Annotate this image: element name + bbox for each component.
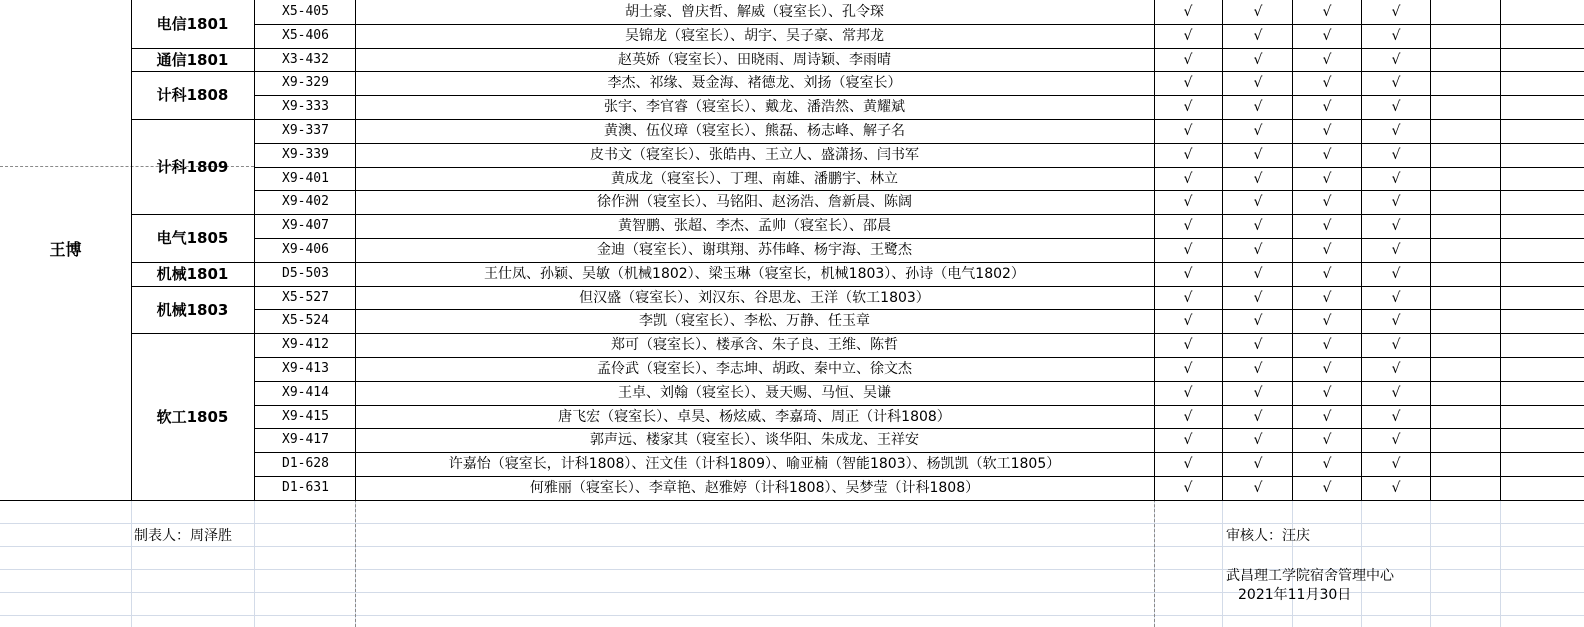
org-name[interactable]: 武昌理工学院宿舍管理中心 xyxy=(1226,568,1394,584)
check-mark-icon: √ xyxy=(1253,194,1263,210)
class-name[interactable]: 机械1803 xyxy=(156,300,229,319)
check-mark-icon: √ xyxy=(1322,361,1332,377)
room-members[interactable]: 郑可（寝室长）、楼承含、朱子良、王维、陈哲 xyxy=(611,337,898,353)
check-mark-icon: √ xyxy=(1391,194,1401,210)
check-mark-icon: √ xyxy=(1391,242,1401,258)
check-mark-icon: √ xyxy=(1183,289,1193,306)
class-name[interactable]: 电信1801 xyxy=(156,15,229,33)
room-members[interactable]: 金迪（寝室长）、谢琪翔、苏伟峰、杨宇海、王鹭杰 xyxy=(597,242,912,258)
room-number[interactable]: X9-414 xyxy=(282,385,329,400)
check-mark-icon: √ xyxy=(1391,289,1401,306)
room-number[interactable]: X5-406 xyxy=(282,28,329,43)
check-mark-icon: √ xyxy=(1253,408,1263,425)
gridline-horizontal xyxy=(0,615,1584,616)
room-number[interactable]: X9-401 xyxy=(282,170,329,186)
room-members[interactable]: 吴锦龙（寝室长）、胡宇、吴子豪、常邦龙 xyxy=(625,28,884,44)
check-mark-icon: √ xyxy=(1183,4,1193,20)
check-mark-icon: √ xyxy=(1183,123,1193,139)
class-name[interactable]: 电气1805 xyxy=(156,229,229,247)
check-mark-icon: √ xyxy=(1391,51,1401,68)
check-mark-icon: √ xyxy=(1391,408,1401,425)
check-mark-icon: √ xyxy=(1183,480,1193,496)
room-number[interactable]: X9-412 xyxy=(282,337,329,352)
check-mark-icon: √ xyxy=(1253,218,1263,234)
check-mark-icon: √ xyxy=(1322,170,1332,187)
check-mark-icon: √ xyxy=(1253,51,1263,68)
class-name[interactable]: 计科1809 xyxy=(156,157,229,176)
check-mark-icon: √ xyxy=(1183,456,1193,472)
check-mark-icon: √ xyxy=(1183,337,1193,353)
check-mark-icon: √ xyxy=(1253,361,1263,377)
check-mark-icon: √ xyxy=(1253,385,1263,401)
room-number[interactable]: X9-339 xyxy=(282,147,329,162)
check-mark-icon: √ xyxy=(1183,313,1193,329)
report-date[interactable]: 2021年11月30日 xyxy=(1238,587,1352,603)
room-members[interactable]: 许嘉怡（寝室长，计科1808）、汪文佳（计科1809）、喻亚楠（智能1803）、杨凯凯（软工1805） xyxy=(448,456,1061,472)
check-mark-icon: √ xyxy=(1322,385,1332,401)
check-mark-icon: √ xyxy=(1253,123,1263,139)
check-mark-icon: √ xyxy=(1322,432,1332,448)
check-mark-icon: √ xyxy=(1322,289,1332,306)
room-members[interactable]: 王卓、刘翰（寝室长）、聂天赐、马恒、吴谦 xyxy=(618,385,891,401)
check-mark-icon: √ xyxy=(1322,194,1332,210)
border-vertical xyxy=(1430,0,1431,500)
check-mark-icon: √ xyxy=(1183,218,1193,234)
check-mark-icon: √ xyxy=(1183,361,1193,377)
check-mark-icon: √ xyxy=(1183,432,1193,448)
border-vertical xyxy=(1500,0,1501,500)
room-number[interactable]: X9-413 xyxy=(282,361,329,376)
room-number[interactable]: X9-417 xyxy=(282,432,329,447)
check-mark-icon: √ xyxy=(1183,51,1193,68)
room-number[interactable]: X5-405 xyxy=(282,4,329,19)
room-members[interactable]: 黄智鹏、张超、李杰、孟帅（寝室长）、邵晨 xyxy=(618,218,891,234)
room-number[interactable]: X9-415 xyxy=(282,408,329,424)
check-mark-icon: √ xyxy=(1322,4,1332,20)
room-number[interactable]: D5-503 xyxy=(282,266,329,281)
check-mark-icon: √ xyxy=(1183,147,1193,163)
check-mark-icon: √ xyxy=(1322,242,1332,258)
room-members[interactable]: 张宇、李官睿（寝室长）、戴龙、潘浩然、黄耀斌 xyxy=(604,99,905,115)
room-members[interactable]: 黄成龙（寝室长）、丁理、南雄、潘鹏宇、林立 xyxy=(611,170,898,187)
room-members[interactable]: 何雅丽（寝室长）、李章艳、赵雅婷（计科1808）、吴梦莹（计科1808） xyxy=(529,480,980,496)
check-mark-icon: √ xyxy=(1253,99,1263,115)
check-mark-icon: √ xyxy=(1322,218,1332,234)
check-mark-icon: √ xyxy=(1183,194,1193,210)
check-mark-icon: √ xyxy=(1253,432,1263,448)
room-number[interactable]: X9-329 xyxy=(282,75,329,90)
check-mark-icon: √ xyxy=(1391,4,1401,20)
room-number[interactable]: X9-406 xyxy=(282,242,329,257)
check-mark-icon: √ xyxy=(1183,385,1193,401)
check-mark-icon: √ xyxy=(1391,361,1401,377)
room-number[interactable]: D1-631 xyxy=(282,480,329,495)
room-members[interactable]: 王仕凤、孙颖、吴敏（机械1802）、梁玉琳（寝室长，机械1803）、孙诗（电气1802） xyxy=(484,266,1025,282)
check-mark-icon: √ xyxy=(1322,266,1332,282)
check-mark-icon: √ xyxy=(1322,51,1332,68)
check-mark-icon: √ xyxy=(1253,75,1263,91)
check-mark-icon: √ xyxy=(1391,99,1401,115)
check-mark-icon: √ xyxy=(1391,385,1401,401)
room-members[interactable]: 皮书文（寝室长）、张皓冉、王立人、盛潇扬、闫书军 xyxy=(590,147,919,163)
check-mark-icon: √ xyxy=(1391,123,1401,139)
room-members[interactable]: 黄澳、伍仪璋（寝室长）、熊磊、杨志峰、解子名 xyxy=(604,123,905,139)
check-mark-icon: √ xyxy=(1391,337,1401,353)
check-mark-icon: √ xyxy=(1391,28,1401,44)
reviewer-label[interactable]: 审核人：汪庆 xyxy=(1226,528,1310,544)
room-members[interactable]: 郭声远、楼家其（寝室长）、谈华阳、朱成龙、王祥安 xyxy=(590,432,919,448)
room-members[interactable]: 唐飞宏（寝室长）、卓昊、杨炫威、李嘉琦、周正（计科1808） xyxy=(558,408,951,425)
border-table-bottom xyxy=(0,500,1584,501)
check-mark-icon: √ xyxy=(1253,289,1263,306)
maker-label[interactable]: 制表人：周泽胜 xyxy=(134,528,232,544)
check-mark-icon: √ xyxy=(1391,480,1401,496)
room-number[interactable]: X5-527 xyxy=(282,289,329,305)
border-vertical xyxy=(1292,0,1293,500)
check-mark-icon: √ xyxy=(1183,266,1193,282)
room-number[interactable]: D1-628 xyxy=(282,456,329,471)
check-mark-icon: √ xyxy=(1391,266,1401,282)
check-mark-icon: √ xyxy=(1253,28,1263,44)
check-mark-icon: √ xyxy=(1322,123,1332,139)
check-mark-icon: √ xyxy=(1322,313,1332,329)
check-mark-icon: √ xyxy=(1391,75,1401,91)
check-mark-icon: √ xyxy=(1322,337,1332,353)
check-mark-icon: √ xyxy=(1322,408,1332,425)
check-mark-icon: √ xyxy=(1322,75,1332,91)
class-name[interactable]: 软工1805 xyxy=(156,407,229,426)
check-mark-icon: √ xyxy=(1322,99,1332,115)
teacher-name[interactable]: 王博 xyxy=(49,240,82,259)
check-mark-icon: √ xyxy=(1322,456,1332,472)
room-number[interactable]: X9-333 xyxy=(282,99,329,114)
check-mark-icon: √ xyxy=(1391,218,1401,234)
check-mark-icon: √ xyxy=(1391,147,1401,163)
border-vertical xyxy=(1154,0,1155,500)
room-members[interactable]: 胡士豪、曾庆哲、解威（寝室长）、孔令琛 xyxy=(625,4,884,20)
check-mark-icon: √ xyxy=(1322,147,1332,163)
check-mark-icon: √ xyxy=(1183,408,1193,425)
room-number[interactable]: X9-337 xyxy=(282,123,329,138)
check-mark-icon: √ xyxy=(1391,313,1401,329)
check-mark-icon: √ xyxy=(1183,75,1193,91)
room-members[interactable]: 李杰、祁缘、聂金海、褚德龙、刘扬（寝室长） xyxy=(607,75,902,91)
check-mark-icon: √ xyxy=(1183,242,1193,258)
check-mark-icon: √ xyxy=(1391,456,1401,472)
room-number[interactable]: X5-524 xyxy=(282,313,329,328)
room-number[interactable]: X3-432 xyxy=(282,51,329,67)
check-mark-icon: √ xyxy=(1183,28,1193,44)
gridline-horizontal xyxy=(0,546,1584,547)
check-mark-icon: √ xyxy=(1391,170,1401,187)
check-mark-icon: √ xyxy=(1253,337,1263,353)
check-mark-icon: √ xyxy=(1253,480,1263,496)
class-name[interactable]: 通信1801 xyxy=(156,50,229,69)
border-vertical xyxy=(254,0,255,500)
check-mark-icon: √ xyxy=(1253,313,1263,329)
check-mark-icon: √ xyxy=(1253,456,1263,472)
room-number[interactable]: X9-402 xyxy=(282,194,329,209)
check-mark-icon: √ xyxy=(1391,432,1401,448)
room-number[interactable]: X9-407 xyxy=(282,218,329,233)
class-name[interactable]: 机械1801 xyxy=(156,265,229,283)
check-mark-icon: √ xyxy=(1253,170,1263,187)
check-mark-icon: √ xyxy=(1253,4,1263,20)
room-members[interactable]: 孟伶武（寝室长）、李志坤、胡政、秦中立、徐文杰 xyxy=(597,361,912,377)
room-members[interactable]: 李凯（寝室长）、李松、万静、任玉章 xyxy=(639,313,870,329)
check-mark-icon: √ xyxy=(1322,28,1332,44)
border-vertical xyxy=(1361,0,1362,500)
check-mark-icon: √ xyxy=(1253,266,1263,282)
room-members[interactable]: 但汉盛（寝室长）、刘汉东、谷思龙、王洋（软工1803） xyxy=(579,289,930,306)
class-name[interactable]: 计科1808 xyxy=(156,86,229,104)
room-members[interactable]: 徐作洲（寝室长）、马铭阳、赵汤浩、詹新晨、陈阔 xyxy=(597,194,912,210)
check-mark-icon: √ xyxy=(1253,242,1263,258)
room-members[interactable]: 赵英娇（寝室长）、田晓雨、周诗颖、李雨晴 xyxy=(618,51,891,68)
check-mark-icon: √ xyxy=(1183,170,1193,187)
check-mark-icon: √ xyxy=(1253,147,1263,163)
check-mark-icon: √ xyxy=(1183,99,1193,115)
border-vertical xyxy=(1222,0,1223,500)
check-mark-icon: √ xyxy=(1322,480,1332,496)
gridline-horizontal xyxy=(0,523,1584,524)
